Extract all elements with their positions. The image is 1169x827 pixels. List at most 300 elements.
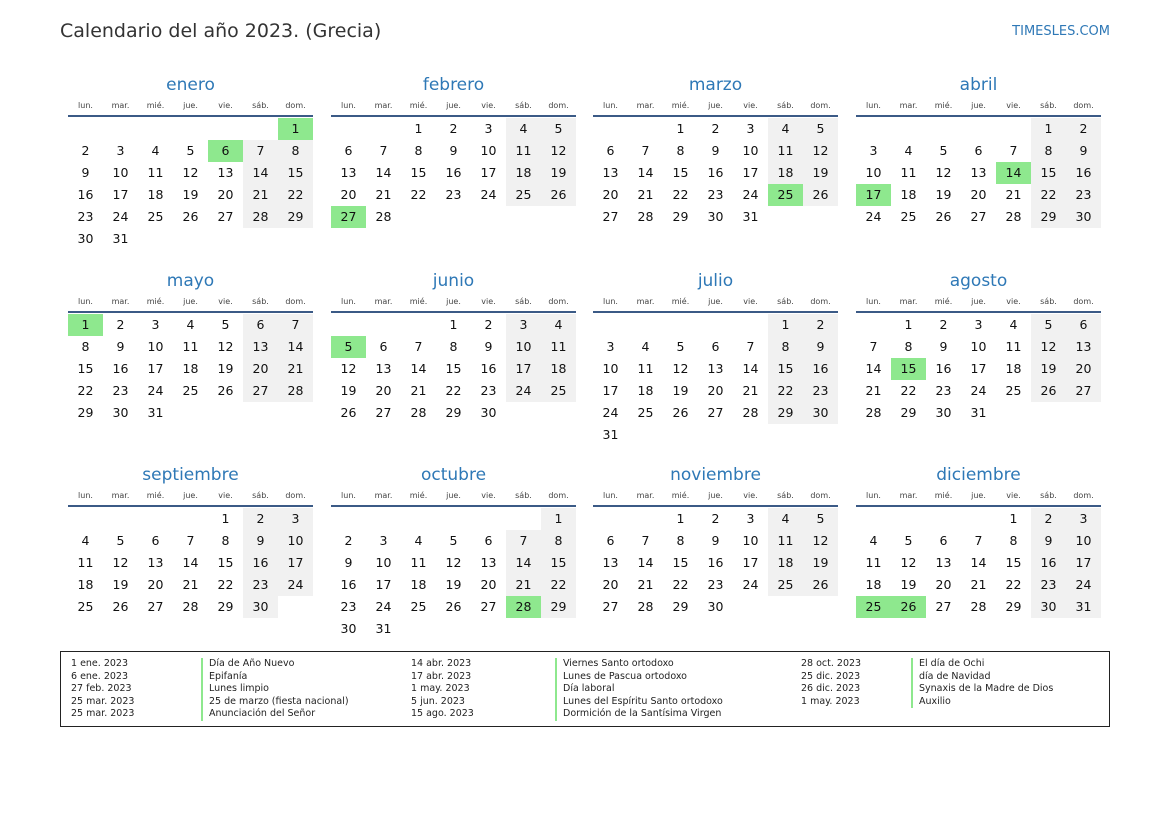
day-cell: 15 xyxy=(1005,555,1022,570)
day-cell: 7 xyxy=(506,530,541,552)
weekday-label: mié. xyxy=(409,101,428,110)
brand-link[interactable]: TIMESLES.COM xyxy=(1012,24,1110,39)
weekday-label: mié. xyxy=(146,297,165,306)
weekday-label: mié. xyxy=(409,297,428,306)
day-cell: 7 xyxy=(641,533,650,548)
empty-cell xyxy=(593,314,628,336)
day-cell: 14 xyxy=(410,361,427,376)
day-cell: 5 xyxy=(939,143,948,158)
day-cell: 10 xyxy=(602,361,619,376)
holiday-cell: 17 xyxy=(856,184,891,206)
legend-holiday-name: Lunes de Pascua ortodoxo xyxy=(555,671,723,684)
day-cell: 10 xyxy=(742,533,759,548)
empty-cell xyxy=(401,314,436,336)
day-cell: 19 xyxy=(900,577,917,592)
weekday-label: lun. xyxy=(341,297,356,306)
day-cell: 8 xyxy=(676,143,685,158)
day-cell: 11 xyxy=(900,165,917,180)
month-name: marzo xyxy=(688,75,743,95)
day-cell: 1 xyxy=(676,121,685,136)
day-cell: 21 xyxy=(1005,187,1022,202)
day-cell: 8 xyxy=(449,339,458,354)
day-cell: 31 xyxy=(742,209,759,224)
day-cell: 25 xyxy=(506,184,541,206)
weekday-label: mié. xyxy=(671,101,690,110)
day-cell: 13 xyxy=(340,165,357,180)
weekday-label: lun. xyxy=(78,101,93,110)
day-cell: 5 xyxy=(541,118,576,140)
day-cell: 14 xyxy=(742,361,759,376)
day-cell: 14 xyxy=(182,555,199,570)
day-cell: 20 xyxy=(243,358,278,380)
month-7 xyxy=(856,270,1101,424)
day-cell: 24 xyxy=(147,383,164,398)
weekday-label: jue. xyxy=(708,101,723,110)
weekday-header xyxy=(331,98,576,113)
empty-cell xyxy=(401,508,436,530)
day-cell: 7 xyxy=(641,143,650,158)
weekday-label: sáb. xyxy=(777,491,794,500)
day-cell: 4 xyxy=(541,314,576,336)
day-cell: 12 xyxy=(1031,336,1066,358)
weekday-label: dom. xyxy=(548,101,569,110)
day-cell: 11 xyxy=(637,361,654,376)
weekday-label: jue. xyxy=(446,491,461,500)
day-cell: 5 xyxy=(221,317,230,332)
day-cell: 21 xyxy=(506,574,541,596)
day-cell: 12 xyxy=(935,165,952,180)
day-grid xyxy=(856,314,1101,424)
day-cell: 16 xyxy=(243,552,278,574)
month-11 xyxy=(856,464,1101,618)
month-0 xyxy=(68,74,313,250)
day-cell: 22 xyxy=(1031,184,1066,206)
day-cell: 11 xyxy=(410,555,427,570)
day-cell: 5 xyxy=(803,508,838,530)
empty-cell xyxy=(331,314,366,336)
legend-date: 1 may. 2023 xyxy=(801,695,860,707)
day-cell: 15 xyxy=(445,361,462,376)
weekday-label: vie. xyxy=(1006,297,1021,306)
weekday-label: mar. xyxy=(374,101,393,110)
day-cell: 22 xyxy=(672,577,689,592)
weekday-label: lun. xyxy=(603,101,618,110)
day-cell: 1 xyxy=(541,508,576,530)
holiday-cell: 6 xyxy=(208,140,243,162)
day-cell: 1 xyxy=(1031,118,1066,140)
day-cell: 19 xyxy=(935,187,952,202)
day-grid xyxy=(331,314,576,424)
day-cell: 3 xyxy=(746,121,755,136)
day-cell: 17 xyxy=(742,555,759,570)
day-cell: 23 xyxy=(1031,574,1066,596)
day-cell: 19 xyxy=(541,162,576,184)
day-cell: 13 xyxy=(602,165,619,180)
day-cell: 16 xyxy=(707,165,724,180)
day-cell: 3 xyxy=(278,508,313,530)
weekday-header xyxy=(593,488,838,503)
day-cell: 9 xyxy=(939,339,948,354)
day-cell: 30 xyxy=(480,405,497,420)
day-cell: 28 xyxy=(410,405,427,420)
day-cell: 12 xyxy=(340,361,357,376)
day-grid xyxy=(856,508,1101,618)
day-cell: 10 xyxy=(742,143,759,158)
day-cell: 21 xyxy=(410,383,427,398)
day-cell: 1 xyxy=(414,121,423,136)
weekday-label: dom. xyxy=(285,491,306,500)
month-name: mayo xyxy=(166,271,215,291)
weekday-label: mar. xyxy=(899,491,918,500)
legend-date: 25 dic. 2023 xyxy=(801,670,861,682)
day-cell: 17 xyxy=(112,187,129,202)
day-cell: 24 xyxy=(278,574,313,596)
day-cell: 1 xyxy=(676,511,685,526)
weekday-label: mar. xyxy=(111,101,130,110)
day-cell: 12 xyxy=(541,140,576,162)
day-cell: 29 xyxy=(278,206,313,228)
day-cell: 8 xyxy=(904,339,913,354)
day-cell: 9 xyxy=(81,165,90,180)
empty-cell xyxy=(628,118,663,140)
day-cell: 3 xyxy=(974,317,983,332)
month-name: abril xyxy=(959,75,998,95)
legend-column xyxy=(201,658,349,721)
day-cell: 23 xyxy=(707,187,724,202)
month-name: diciembre xyxy=(936,465,1021,485)
weekday-header xyxy=(593,294,838,309)
day-cell: 21 xyxy=(865,383,882,398)
legend-holiday-name: El día de Ochi xyxy=(911,658,1053,671)
weekday-label: sáb. xyxy=(252,101,269,110)
day-cell: 7 xyxy=(243,140,278,162)
day-cell: 2 xyxy=(1031,508,1066,530)
day-cell: 22 xyxy=(445,383,462,398)
weekday-label: mié. xyxy=(934,101,953,110)
day-cell: 28 xyxy=(1005,209,1022,224)
weekday-label: vie. xyxy=(1006,101,1021,110)
empty-cell xyxy=(698,314,733,336)
day-cell: 8 xyxy=(278,140,313,162)
weekday-label: jue. xyxy=(183,491,198,500)
day-cell: 29 xyxy=(672,209,689,224)
weekday-label: jue. xyxy=(446,297,461,306)
empty-cell xyxy=(996,118,1031,140)
day-cell: 15 xyxy=(278,162,313,184)
day-cell: 6 xyxy=(484,533,493,548)
weekday-label: mié. xyxy=(146,101,165,110)
day-cell: 30 xyxy=(1031,596,1066,618)
day-cell: 19 xyxy=(182,187,199,202)
day-cell: 7 xyxy=(414,339,423,354)
day-cell: 12 xyxy=(900,555,917,570)
day-cell: 18 xyxy=(900,187,917,202)
day-cell: 26 xyxy=(1031,380,1066,402)
day-cell: 14 xyxy=(375,165,392,180)
day-cell: 7 xyxy=(278,314,313,336)
day-cell: 25 xyxy=(637,405,654,420)
weekday-label: vie. xyxy=(743,101,758,110)
legend-holiday-name: Auxilio xyxy=(911,696,1053,709)
empty-cell xyxy=(733,314,768,336)
weekday-label: sáb. xyxy=(777,101,794,110)
weekday-label: mar. xyxy=(374,297,393,306)
day-cell: 27 xyxy=(243,380,278,402)
day-cell: 4 xyxy=(81,533,90,548)
day-cell: 7 xyxy=(186,533,195,548)
day-cell: 24 xyxy=(742,187,759,202)
empty-cell xyxy=(103,508,138,530)
legend-date: 17 abr. 2023 xyxy=(411,670,472,682)
day-cell: 26 xyxy=(445,599,462,614)
day-cell: 17 xyxy=(970,361,987,376)
day-cell: 28 xyxy=(637,599,654,614)
day-cell: 17 xyxy=(742,165,759,180)
empty-cell xyxy=(208,118,243,140)
day-cell: 30 xyxy=(1066,206,1101,228)
day-cell: 8 xyxy=(1009,533,1018,548)
day-cell: 13 xyxy=(375,361,392,376)
day-cell: 19 xyxy=(217,361,234,376)
day-cell: 17 xyxy=(375,577,392,592)
day-cell: 27 xyxy=(217,209,234,224)
day-cell: 18 xyxy=(182,361,199,376)
day-cell: 10 xyxy=(480,143,497,158)
day-cell: 5 xyxy=(186,143,195,158)
day-cell: 31 xyxy=(112,231,129,246)
day-grid xyxy=(593,314,838,446)
legend-column xyxy=(555,658,723,721)
day-cell: 25 xyxy=(1005,383,1022,398)
day-cell: 3 xyxy=(484,121,493,136)
day-cell: 19 xyxy=(803,552,838,574)
month-divider xyxy=(856,115,1101,117)
day-cell: 9 xyxy=(1031,530,1066,552)
weekday-header xyxy=(593,98,838,113)
day-cell: 10 xyxy=(506,336,541,358)
weekday-label: mié. xyxy=(671,297,690,306)
month-name: julio xyxy=(697,271,734,291)
day-cell: 5 xyxy=(676,339,685,354)
day-cell: 23 xyxy=(935,383,952,398)
weekday-header xyxy=(68,98,313,113)
day-cell: 15 xyxy=(672,165,689,180)
day-cell: 5 xyxy=(449,533,458,548)
legend-holiday-name: Synaxis de la Madre de Dios xyxy=(911,683,1053,696)
day-cell: 27 xyxy=(375,405,392,420)
day-cell: 27 xyxy=(1066,380,1101,402)
month-divider xyxy=(331,115,576,117)
day-grid xyxy=(593,118,838,228)
legend-date: 1 ene. 2023 xyxy=(71,658,128,669)
day-cell: 25 xyxy=(147,209,164,224)
empty-cell xyxy=(331,508,366,530)
day-cell: 15 xyxy=(1031,162,1066,184)
day-cell: 20 xyxy=(707,383,724,398)
day-cell: 24 xyxy=(480,187,497,202)
day-cell: 30 xyxy=(340,621,357,636)
weekday-header xyxy=(331,488,576,503)
day-cell: 4 xyxy=(1009,317,1018,332)
day-cell: 22 xyxy=(768,380,803,402)
day-cell: 8 xyxy=(541,530,576,552)
day-cell: 31 xyxy=(1066,596,1101,618)
day-cell: 9 xyxy=(484,339,493,354)
weekday-label: jue. xyxy=(971,491,986,500)
weekday-label: dom. xyxy=(285,101,306,110)
day-cell: 29 xyxy=(900,405,917,420)
weekday-label: dom. xyxy=(810,491,831,500)
day-cell: 7 xyxy=(379,143,388,158)
day-grid xyxy=(331,508,576,640)
day-cell: 8 xyxy=(768,336,803,358)
weekday-label: lun. xyxy=(603,297,618,306)
day-cell: 29 xyxy=(768,402,803,424)
month-name: septiembre xyxy=(142,465,239,485)
legend-date: 26 dic. 2023 xyxy=(801,683,861,695)
day-cell: 28 xyxy=(182,599,199,614)
day-cell: 2 xyxy=(449,121,458,136)
day-grid xyxy=(856,118,1101,228)
day-cell: 2 xyxy=(344,533,353,548)
day-cell: 23 xyxy=(1066,184,1101,206)
empty-cell xyxy=(243,118,278,140)
day-cell: 20 xyxy=(340,187,357,202)
legend-column xyxy=(911,658,1053,708)
day-cell: 9 xyxy=(449,143,458,158)
day-cell: 26 xyxy=(541,184,576,206)
day-cell: 12 xyxy=(217,339,234,354)
day-cell: 29 xyxy=(1005,599,1022,614)
day-cell: 13 xyxy=(217,165,234,180)
day-cell: 20 xyxy=(970,187,987,202)
weekday-label: mar. xyxy=(111,297,130,306)
day-cell: 18 xyxy=(1005,361,1022,376)
day-cell: 9 xyxy=(1066,140,1101,162)
legend-date: 25 mar. 2023 xyxy=(71,695,135,707)
empty-cell xyxy=(926,118,961,140)
day-cell: 14 xyxy=(865,361,882,376)
empty-cell xyxy=(366,314,401,336)
holiday-cell: 25 xyxy=(856,596,891,618)
day-cell: 30 xyxy=(112,405,129,420)
month-2 xyxy=(593,74,838,228)
day-cell: 13 xyxy=(243,336,278,358)
day-cell: 13 xyxy=(1066,336,1101,358)
weekday-label: mar. xyxy=(374,491,393,500)
day-cell: 15 xyxy=(672,555,689,570)
day-grid xyxy=(68,314,313,424)
holiday-cell: 15 xyxy=(891,358,926,380)
day-cell: 14 xyxy=(506,552,541,574)
day-cell: 16 xyxy=(480,361,497,376)
weekday-header xyxy=(68,294,313,309)
day-cell: 24 xyxy=(112,209,129,224)
day-cell: 14 xyxy=(278,336,313,358)
day-cell: 17 xyxy=(480,165,497,180)
weekday-label: sáb. xyxy=(515,297,532,306)
day-cell: 31 xyxy=(970,405,987,420)
weekday-label: sáb. xyxy=(515,101,532,110)
day-cell: 2 xyxy=(81,143,90,158)
weekday-header xyxy=(856,294,1101,309)
month-divider xyxy=(68,505,313,507)
holiday-cell: 27 xyxy=(331,206,366,228)
day-cell: 20 xyxy=(935,577,952,592)
day-cell: 16 xyxy=(1031,552,1066,574)
day-grid xyxy=(593,508,838,618)
day-cell: 29 xyxy=(672,599,689,614)
weekday-label: vie. xyxy=(218,491,233,500)
day-cell: 31 xyxy=(375,621,392,636)
holiday-cell: 26 xyxy=(891,596,926,618)
empty-cell xyxy=(173,508,208,530)
month-divider xyxy=(593,505,838,507)
day-cell: 22 xyxy=(217,577,234,592)
weekday-label: mar. xyxy=(636,101,655,110)
day-grid xyxy=(68,118,313,250)
month-divider xyxy=(331,311,576,313)
legend-column xyxy=(411,658,474,721)
day-cell: 15 xyxy=(217,555,234,570)
day-cell: 18 xyxy=(768,552,803,574)
month-9 xyxy=(331,464,576,640)
day-cell: 26 xyxy=(182,209,199,224)
day-cell: 31 xyxy=(602,427,619,442)
day-cell: 7 xyxy=(869,339,878,354)
day-cell: 1 xyxy=(1009,511,1018,526)
month-3 xyxy=(856,74,1101,228)
empty-cell xyxy=(68,508,103,530)
day-cell: 28 xyxy=(970,599,987,614)
empty-cell xyxy=(471,508,506,530)
weekday-label: mié. xyxy=(934,297,953,306)
weekday-label: dom. xyxy=(548,297,569,306)
legend-holiday-name: Epifanía xyxy=(201,671,349,684)
empty-cell xyxy=(366,118,401,140)
weekday-label: dom. xyxy=(1073,101,1094,110)
day-cell: 30 xyxy=(707,599,724,614)
day-cell: 2 xyxy=(939,317,948,332)
legend-date: 1 may. 2023 xyxy=(411,683,470,695)
day-cell: 11 xyxy=(77,555,94,570)
weekday-header xyxy=(68,488,313,503)
weekday-label: lun. xyxy=(78,491,93,500)
weekday-label: mié. xyxy=(671,491,690,500)
holiday-cell: 14 xyxy=(996,162,1031,184)
day-cell: 6 xyxy=(711,339,720,354)
day-cell: 21 xyxy=(970,577,987,592)
day-cell: 10 xyxy=(1066,530,1101,552)
weekday-label: vie. xyxy=(743,297,758,306)
day-cell: 2 xyxy=(803,314,838,336)
day-cell: 22 xyxy=(278,184,313,206)
day-cell: 27 xyxy=(147,599,164,614)
day-cell: 25 xyxy=(768,574,803,596)
day-cell: 28 xyxy=(278,380,313,402)
day-cell: 18 xyxy=(541,358,576,380)
day-cell: 15 xyxy=(768,358,803,380)
day-cell: 30 xyxy=(77,231,94,246)
legend-date: 6 ene. 2023 xyxy=(71,670,128,682)
day-cell: 10 xyxy=(375,555,392,570)
day-cell: 7 xyxy=(1009,143,1018,158)
legend-holiday-name: Viernes Santo ortodoxo xyxy=(555,658,723,671)
day-cell: 8 xyxy=(676,533,685,548)
weekday-label: jue. xyxy=(708,297,723,306)
day-cell: 4 xyxy=(506,118,541,140)
day-cell: 16 xyxy=(445,165,462,180)
